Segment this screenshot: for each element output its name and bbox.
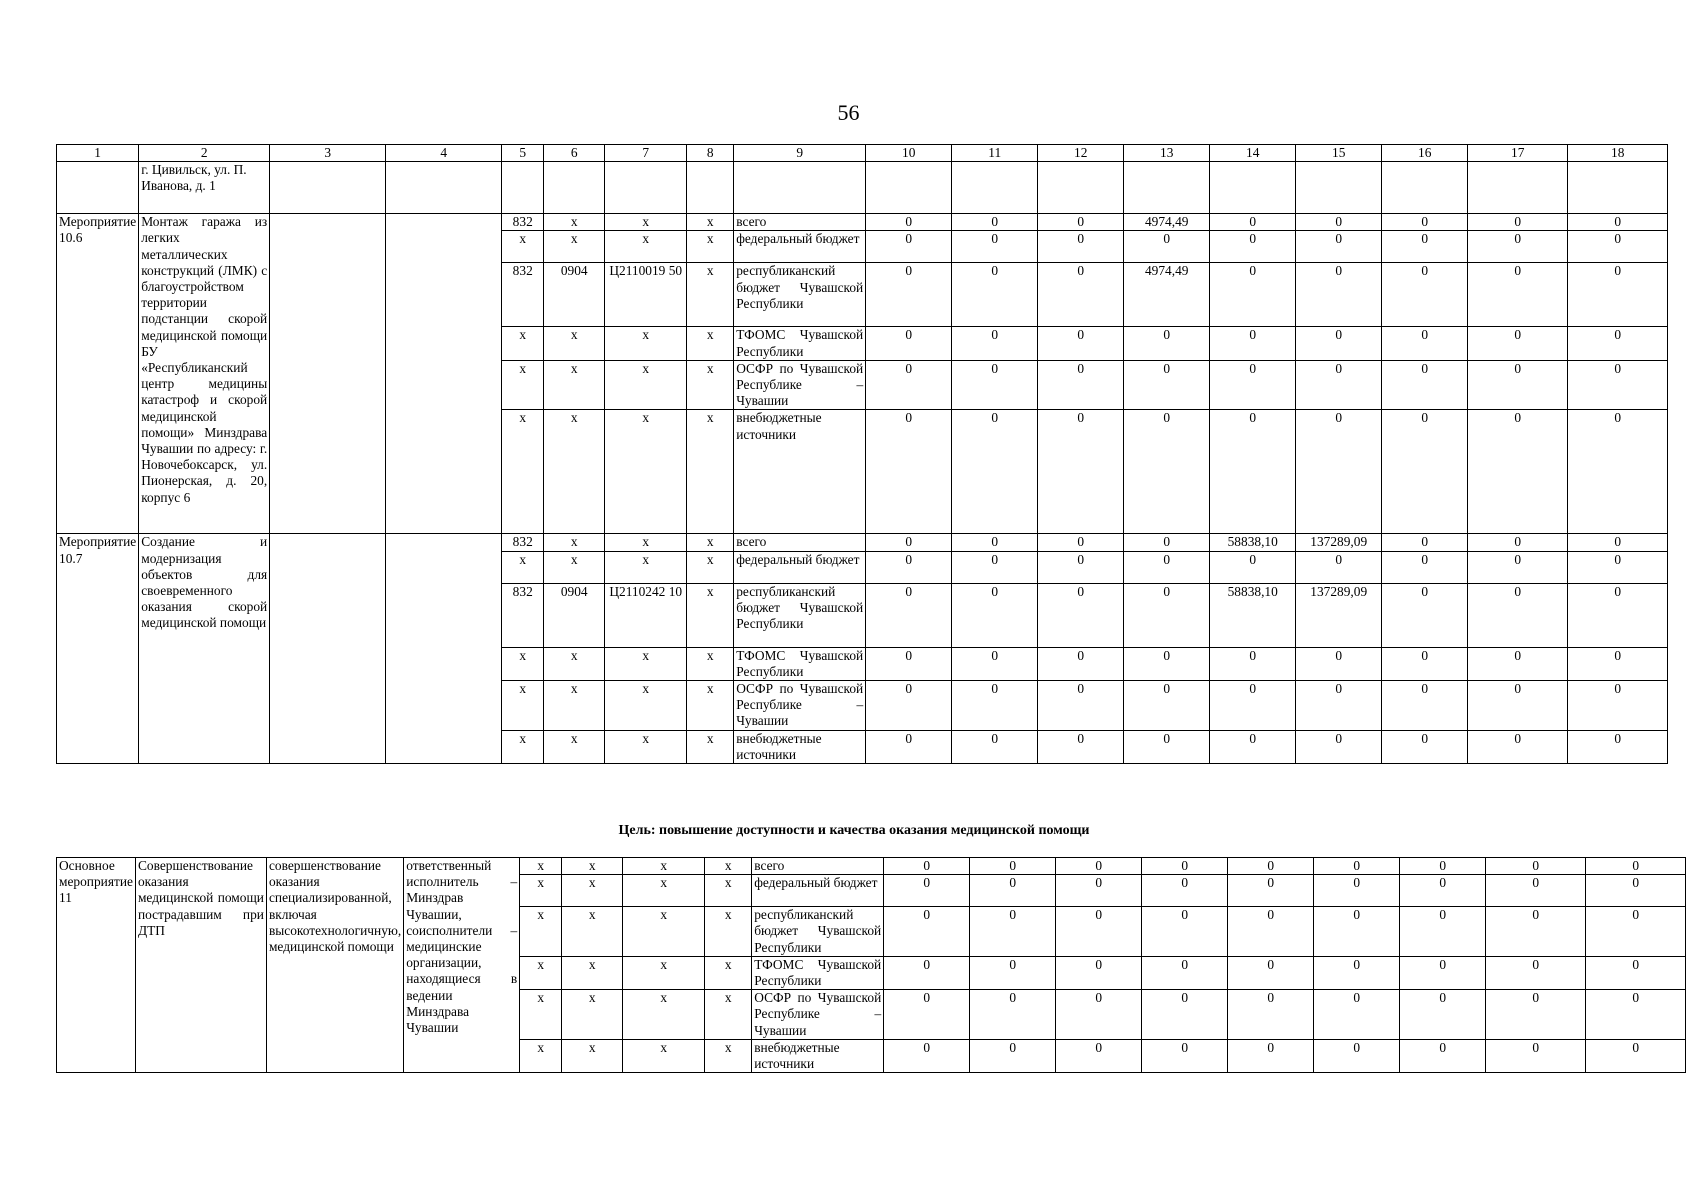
code-c8: x [687,730,734,763]
value-col-16: 0 [1382,647,1468,680]
goal-heading: Цель: повышение доступности и качества оказания медицинской помощи [618,823,1090,838]
value-col-11: 0 [952,360,1038,410]
code-c7: Ц2110242 10 [605,583,687,647]
value-col-14: 0 [1210,730,1296,763]
code-c5: x [520,990,562,1040]
main-measure-11-name: Совершенствование оказания медицинской помощи пострадавшим при ДТП [135,858,266,1073]
code-c6: x [544,551,605,583]
column-header-4: 4 [386,145,502,162]
code-c7: x [623,907,705,957]
value-col-12: 0 [1038,410,1124,534]
value-col-15: 0 [1314,907,1400,957]
value-col-15: 0 [1314,956,1400,989]
code-c5: x [502,681,544,731]
code-c6: x [562,875,623,907]
value-col-14: 0 [1210,410,1296,534]
value-col-18: 0 [1586,875,1686,907]
funding-source: ОСФР по Чувашской Республике – Чувашии [734,681,866,731]
value-col-11: 0 [952,263,1038,327]
code-c8: x [687,327,734,360]
funding-source: всего [752,858,884,875]
main-measure-11-code: Основное мероприятие 11 [57,858,136,1073]
value-col-10: 0 [884,907,970,957]
value-col-13: 0 [1124,551,1210,583]
value-col-17: 0 [1468,534,1568,551]
funding-source: внебюджетные источники [752,1039,884,1072]
column-header-16: 16 [1382,145,1468,162]
funding-source: ОСФР по Чувашской Республике – Чувашии [734,360,866,410]
code-c8: x [687,551,734,583]
value-col-15: 0 [1296,647,1382,680]
value-col-16: 0 [1400,875,1486,907]
column-header-7: 7 [605,145,687,162]
column-header-15: 15 [1296,145,1382,162]
value-col-14: 0 [1210,551,1296,583]
value-col-17: 0 [1486,858,1586,875]
value-col-15: 0 [1296,360,1382,410]
measure-10-6-row [57,214,1668,231]
code-c5: x [502,231,544,263]
value-col-12: 0 [1056,907,1142,957]
measure-10-7-code: Мероприятие 10.7 [57,534,139,764]
value-col-18: 0 [1568,410,1668,534]
code-c6: x [544,647,605,680]
value-col-16: 0 [1382,410,1468,534]
value-col-15: 0 [1296,263,1382,327]
value-col-15: 0 [1296,730,1382,763]
value-col-11: 0 [952,730,1038,763]
value-col-14: 0 [1228,956,1314,989]
value-col-17: 0 [1486,875,1586,907]
code-c5: x [502,647,544,680]
value-col-17: 0 [1468,360,1568,410]
code-c5: x [502,730,544,763]
column-header-2: 2 [139,145,270,162]
code-c6: x [562,990,623,1040]
value-col-10: 0 [866,231,952,263]
funding-source: ОСФР по Чувашской Республике – Чувашии [752,990,884,1040]
code-c5: x [520,875,562,907]
code-c8: x [705,1039,752,1072]
measure-10-6-name: Монтаж гаража из легких металлических конструкций (ЛМК) с благоустройством территории подстанции скорой медицинской помощи БУ «Республиканский центр медицины катастроф и скорой медицинской помощи» Минздрава Чувашии по адресу: г. Новочебоксарск, ул. Пионерская, д. 20, корпус 6 [139,214,270,534]
value-col-10: 0 [884,1039,970,1072]
value-col-16: 0 [1400,858,1486,875]
code-c7: x [623,875,705,907]
value-col-14: 58838,10 [1210,534,1296,551]
code-c6: x [544,410,605,534]
column-header-8: 8 [687,145,734,162]
code-c5: x [520,1039,562,1072]
code-c5: 832 [502,583,544,647]
value-col-15: 137289,09 [1296,534,1382,551]
code-c6: x [544,327,605,360]
value-col-18: 0 [1568,647,1668,680]
code-c6: x [562,907,623,957]
value-col-17: 0 [1468,263,1568,327]
value-col-10: 0 [866,730,952,763]
value-col-10: 0 [884,875,970,907]
value-col-11: 0 [952,534,1038,551]
code-c5: x [520,956,562,989]
code-c8: x [705,875,752,907]
value-col-15: 0 [1296,327,1382,360]
value-col-13: 0 [1142,990,1228,1040]
code-c7: x [605,214,687,231]
value-col-17: 0 [1486,1039,1586,1072]
value-col-16: 0 [1382,583,1468,647]
column-header-14: 14 [1210,145,1296,162]
main-measure-11-col4: ответственный исполнитель – Минздрав Чувашии, соисполнители – медицинские организации, находящиеся в ведении Минздрава Чувашии [404,858,520,1073]
value-col-14: 0 [1210,214,1296,231]
code-c8: x [705,956,752,989]
code-c7: x [623,1039,705,1072]
code-c6: x [544,214,605,231]
value-col-11: 0 [952,327,1038,360]
value-col-13: 0 [1142,875,1228,907]
continuation-address: г. Цивильск, ул. П. Иванова, д. 1 [139,162,270,214]
funding-source: республиканский бюджет Чувашской Республики [752,907,884,957]
code-c7: x [605,231,687,263]
value-col-18: 0 [1586,858,1686,875]
value-col-11: 0 [952,231,1038,263]
code-c8: x [687,534,734,551]
code-c8: x [687,647,734,680]
code-c5: 832 [502,214,544,231]
value-col-17: 0 [1468,214,1568,231]
value-col-17: 0 [1486,956,1586,989]
code-c6: x [562,956,623,989]
value-col-17: 0 [1468,583,1568,647]
code-c8: x [687,583,734,647]
value-col-12: 0 [1038,681,1124,731]
value-col-18: 0 [1568,730,1668,763]
measure-10-7-name: Создание и модернизация объектов для своевременного оказания скорой медицинской помощи [139,534,270,764]
value-col-13: 0 [1142,858,1228,875]
value-col-16: 0 [1400,1039,1486,1072]
value-col-13: 0 [1124,534,1210,551]
column-header-12: 12 [1038,145,1124,162]
code-c7: x [605,681,687,731]
code-c6: 0904 [544,583,605,647]
code-c6: x [544,730,605,763]
code-c7: Ц2110019 50 [605,263,687,327]
value-col-11: 0 [970,1039,1056,1072]
value-col-12: 0 [1056,858,1142,875]
measure-10-7-row [57,534,1668,551]
value-col-15: 137289,09 [1296,583,1382,647]
funding-source: республиканский бюджет Чувашской Республики [734,583,866,647]
value-col-10: 0 [866,551,952,583]
value-col-16: 0 [1382,360,1468,410]
value-col-12: 0 [1056,956,1142,989]
value-col-17: 0 [1468,231,1568,263]
measure-10-6-code: Мероприятие 10.6 [57,214,139,534]
program-table-continued [56,857,1686,1073]
value-col-11: 0 [970,875,1056,907]
column-header-18: 18 [1568,145,1668,162]
value-col-13: 4974,49 [1124,263,1210,327]
code-c6: 0904 [544,263,605,327]
value-col-13: 0 [1142,1039,1228,1072]
value-col-11: 0 [952,681,1038,731]
code-c7: x [605,327,687,360]
value-col-10: 0 [866,214,952,231]
value-col-12: 0 [1038,214,1124,231]
code-c6: x [544,681,605,731]
value-col-18: 0 [1568,263,1668,327]
value-col-14: 58838,10 [1210,583,1296,647]
page-number: 56 [837,100,860,125]
value-col-10: 0 [866,681,952,731]
value-col-13: 4974,49 [1124,214,1210,231]
value-col-15: 0 [1296,410,1382,534]
value-col-10: 0 [884,956,970,989]
code-c5: x [520,907,562,957]
code-c6: x [544,360,605,410]
value-col-14: 0 [1210,263,1296,327]
value-col-18: 0 [1586,1039,1686,1072]
code-c5: 832 [502,534,544,551]
value-col-16: 0 [1400,990,1486,1040]
code-c7: x [605,410,687,534]
value-col-18: 0 [1586,907,1686,957]
value-col-11: 0 [970,990,1056,1040]
value-col-13: 0 [1124,327,1210,360]
column-header-6: 6 [544,145,605,162]
value-col-10: 0 [866,534,952,551]
funding-source: ТФОМС Чувашской Республики [734,647,866,680]
value-col-16: 0 [1382,681,1468,731]
value-col-17: 0 [1468,647,1568,680]
value-col-16: 0 [1400,907,1486,957]
column-header-9: 9 [734,145,866,162]
value-col-11: 0 [970,956,1056,989]
value-col-16: 0 [1382,730,1468,763]
value-col-15: 0 [1296,681,1382,731]
code-c7: x [605,534,687,551]
code-c5: x [520,858,562,875]
code-c7: x [605,360,687,410]
code-c8: x [687,410,734,534]
value-col-12: 0 [1038,263,1124,327]
measure-10-7-col3 [270,534,386,764]
code-c6: x [544,534,605,551]
value-col-12: 0 [1038,360,1124,410]
value-col-11: 0 [952,214,1038,231]
value-col-16: 0 [1382,534,1468,551]
code-c8: x [687,360,734,410]
measure-10-6-col3 [270,214,386,534]
value-col-10: 0 [866,360,952,410]
value-col-13: 0 [1124,231,1210,263]
value-col-11: 0 [952,551,1038,583]
value-col-12: 0 [1038,583,1124,647]
code-c8: x [705,858,752,875]
main-measure-11-row [57,858,1686,875]
funding-source: федеральный бюджет [752,875,884,907]
code-c7: x [605,551,687,583]
value-col-12: 0 [1038,231,1124,263]
value-col-12: 0 [1056,990,1142,1040]
code-c7: x [605,730,687,763]
value-col-13: 0 [1124,647,1210,680]
value-col-13: 0 [1124,681,1210,731]
value-col-14: 0 [1228,875,1314,907]
value-col-13: 0 [1124,730,1210,763]
column-header-row [57,145,1668,162]
code-c7: x [623,956,705,989]
value-col-16: 0 [1382,214,1468,231]
column-header-17: 17 [1468,145,1568,162]
code-c8: x [687,263,734,327]
code-c8: x [705,990,752,1040]
value-col-15: 0 [1296,231,1382,263]
funding-source: федеральный бюджет [734,551,866,583]
code-c5: x [502,551,544,583]
value-col-12: 0 [1038,730,1124,763]
column-header-10: 10 [866,145,952,162]
code-c6: x [562,858,623,875]
value-col-14: 0 [1228,858,1314,875]
value-col-16: 0 [1382,231,1468,263]
funding-source: всего [734,214,866,231]
column-header-3: 3 [270,145,386,162]
value-col-11: 0 [952,647,1038,680]
column-header-11: 11 [952,145,1038,162]
value-col-15: 0 [1296,214,1382,231]
value-col-17: 0 [1468,327,1568,360]
value-col-13: 0 [1124,583,1210,647]
code-c5: x [502,360,544,410]
code-c6: x [562,1039,623,1072]
value-col-17: 0 [1468,410,1568,534]
code-c7: x [605,647,687,680]
value-col-16: 0 [1400,956,1486,989]
value-col-10: 0 [866,583,952,647]
value-col-14: 0 [1228,1039,1314,1072]
value-col-14: 0 [1210,360,1296,410]
value-col-15: 0 [1314,875,1400,907]
value-col-10: 0 [884,858,970,875]
value-col-12: 0 [1056,1039,1142,1072]
funding-source: ТФОМС Чувашской Республики [734,327,866,360]
value-col-14: 0 [1210,681,1296,731]
value-col-13: 0 [1124,410,1210,534]
value-col-18: 0 [1568,583,1668,647]
value-col-17: 0 [1486,907,1586,957]
value-col-12: 0 [1038,327,1124,360]
value-col-17: 0 [1486,990,1586,1040]
funding-source: внебюджетные источники [734,730,866,763]
value-col-15: 0 [1314,858,1400,875]
value-col-13: 0 [1142,956,1228,989]
value-col-10: 0 [866,263,952,327]
value-col-10: 0 [866,410,952,534]
code-c5: x [502,327,544,360]
value-col-18: 0 [1586,990,1686,1040]
value-col-10: 0 [884,990,970,1040]
column-header-13: 13 [1124,145,1210,162]
value-col-18: 0 [1568,551,1668,583]
continuation-row [57,162,1668,214]
value-col-15: 0 [1314,990,1400,1040]
code-c6: x [544,231,605,263]
value-col-13: 0 [1142,907,1228,957]
value-col-17: 0 [1468,730,1568,763]
value-col-12: 0 [1038,647,1124,680]
value-col-11: 0 [952,410,1038,534]
value-col-12: 0 [1038,551,1124,583]
value-col-14: 0 [1210,231,1296,263]
value-col-11: 0 [970,907,1056,957]
value-col-15: 0 [1296,551,1382,583]
value-col-16: 0 [1382,327,1468,360]
value-col-16: 0 [1382,551,1468,583]
code-c7: x [623,858,705,875]
value-col-17: 0 [1468,551,1568,583]
value-col-18: 0 [1568,534,1668,551]
measure-10-7-col4 [386,534,502,764]
funding-source: внебюджетные источники [734,410,866,534]
value-col-14: 0 [1210,647,1296,680]
funding-source: всего [734,534,866,551]
program-table [56,144,1668,764]
main-measure-11-col3: совершенствование оказания специализированной, включая высокотехнологичную, медицинской помощи [266,858,403,1073]
value-col-13: 0 [1124,360,1210,410]
code-c8: x [687,214,734,231]
value-col-14: 0 [1210,327,1296,360]
value-col-15: 0 [1314,1039,1400,1072]
column-header-5: 5 [502,145,544,162]
value-col-10: 0 [866,327,952,360]
value-col-18: 0 [1568,681,1668,731]
funding-source: ТФОМС Чувашской Республики [752,956,884,989]
value-col-18: 0 [1568,231,1668,263]
value-col-18: 0 [1568,214,1668,231]
value-col-12: 0 [1038,534,1124,551]
value-col-11: 0 [952,583,1038,647]
code-c8: x [687,681,734,731]
value-col-12: 0 [1056,875,1142,907]
code-c8: x [687,231,734,263]
measure-10-6-col4 [386,214,502,534]
value-col-14: 0 [1228,990,1314,1040]
value-col-17: 0 [1468,681,1568,731]
value-col-18: 0 [1586,956,1686,989]
code-c5: x [502,410,544,534]
funding-source: республиканский бюджет Чувашской Республики [734,263,866,327]
code-c7: x [623,990,705,1040]
funding-source: федеральный бюджет [734,231,866,263]
code-c5: 832 [502,263,544,327]
value-col-14: 0 [1228,907,1314,957]
code-c8: x [705,907,752,957]
column-header-1: 1 [57,145,139,162]
value-col-10: 0 [866,647,952,680]
value-col-11: 0 [970,858,1056,875]
value-col-18: 0 [1568,360,1668,410]
value-col-16: 0 [1382,263,1468,327]
value-col-18: 0 [1568,327,1668,360]
